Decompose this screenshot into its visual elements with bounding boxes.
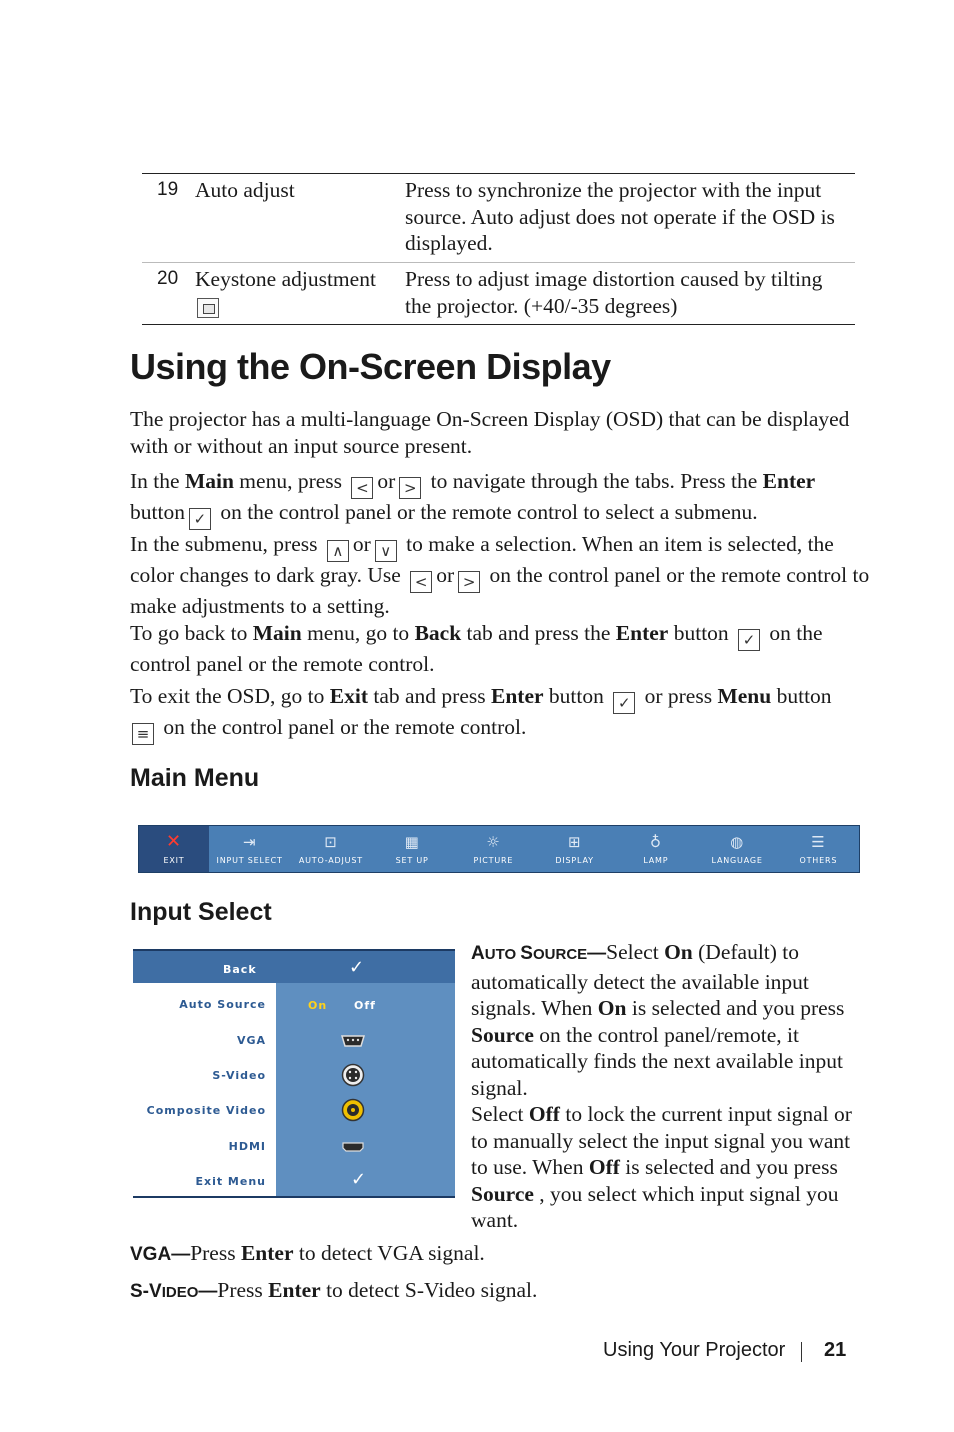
s-video-port-icon [340,1063,366,1087]
auto-adjust-icon: ⊡ [324,833,338,851]
picture-icon: ☼ [486,833,501,851]
down-arrow-icon: ∨ [375,540,397,562]
up-arrow-icon: ∧ [327,540,349,562]
osd-item-composite-video[interactable]: Composite Video [146,1104,266,1117]
osd-item-vga[interactable]: VGA [236,1034,266,1047]
footer-section-title: Using Your Projector [603,1339,786,1361]
table-row-description: Press to adjust image distortion caused by tilting the projector. (+40/-35 degrees) [405,267,823,318]
vga-port-icon [340,1029,366,1053]
display-icon: ⊞ [567,833,582,851]
osd-item-auto-source[interactable]: Auto Source [179,998,266,1011]
tab-others[interactable]: ☰ OTHERS [799,833,838,865]
osd-off-option[interactable]: Off [354,999,376,1012]
osd-label-column [133,983,276,1196]
vga-description: VGA—Press Enter to detect VGA signal. [130,1241,485,1265]
main-menu-navigation-paragraph: In the Main menu, press < or > to navigate through the tabs. Press the Enter button ✓ on the control panel or the remote control to select a submenu. [130,469,816,528]
table-row-rule [142,262,855,263]
tab-picture[interactable]: ☼ PICTURE [473,833,514,865]
submenu-paragraph: In the submenu, press ∧ or ∨ to make a selection. When an item is selected, the color changes to dark gray. Use < or > on the control panel or the remote control to make adjustments to a setting. [130,532,870,618]
setup-icon: ▦ [404,833,420,851]
tab-lamp[interactable]: ♁ LAMP [643,833,669,865]
globe-icon: ◍ [730,833,745,851]
close-icon: ✕ [166,831,182,852]
composite-port-icon [340,1098,366,1122]
tab-setup[interactable]: ▦ SET UP [395,833,429,865]
right-arrow-icon: > [399,477,421,499]
table-row-number: 20 [157,268,179,289]
lamp-icon: ♁ [649,833,662,851]
tab-exit[interactable]: ✕ EXIT [139,826,209,872]
input-select-osd [133,949,455,1198]
exit-paragraph: To exit the OSD, go to Exit tab and press Enter button ✓ or press Menu button ≡ on the control panel or the remote control. [130,684,832,743]
tab-display[interactable]: ⊞ DISPLAY [555,833,594,865]
input-select-heading: Input Select [130,898,272,926]
main-menu-bar [138,825,860,873]
menu-icon: ≡ [132,723,154,745]
osd-item-hdmi[interactable]: HDMI [228,1140,266,1153]
table-row-name: Auto adjust [195,178,295,202]
intro-paragraph: The projector has a multi-language On-Screen Display (OSD) that can be displayed with or without an input source present. [130,407,850,458]
tab-input-select[interactable]: ⇥ INPUT SELECT [216,833,283,865]
main-menu-heading: Main Menu [130,764,260,792]
table-row-name: Keystone adjustment [195,267,376,291]
keystone-icon [197,298,219,318]
osd-header [133,951,455,983]
check-icon: ✓ [351,1169,367,1190]
check-icon: ✓ [349,957,365,978]
osd-item-exit-menu[interactable]: Exit Menu [195,1175,266,1188]
input-icon: ⇥ [242,833,257,851]
page-title: Using the On-Screen Display [130,346,611,387]
left-arrow-icon: < [410,571,432,593]
table-row-description: Press to synchronize the projector with the input source. Auto adjust does not operate if the OSD is displayed. [405,178,835,255]
table-top-rule [142,173,855,174]
enter-check-icon: ✓ [189,508,211,530]
back-paragraph: To go back to Main menu, go to Back tab and press the Enter button ✓ on the control panel or the remote control. [130,621,823,676]
s-video-description: S-VIDEO—Press Enter to detect S-Video signal. [130,1278,538,1302]
others-icon: ☰ [811,833,826,851]
right-arrow-icon: > [458,571,480,593]
tab-language[interactable]: ◍ LANGUAGE [711,833,763,865]
hdmi-port-icon [340,1135,366,1159]
table-row-number: 19 [157,179,179,200]
osd-on-option[interactable]: On [308,999,328,1012]
footer-divider [801,1342,802,1362]
enter-check-icon: ✓ [738,629,760,651]
left-arrow-icon: < [351,477,373,499]
auto-source-description: AUTO SOURCE—Select On (Default) to automatically detect the available input signals. When On is selected and you press Source on the control panel/remote, it automatically finds the next available input signal. Select Off to lock the current input signal or to manually select the input signal you want to use. When Off is selected and you press Source , you select which input signal you want. [471,940,852,1232]
page-number: 21 [824,1339,847,1361]
osd-item-s-video[interactable]: S-Video [212,1069,266,1082]
osd-back-item[interactable]: Back [223,963,257,976]
enter-check-icon: ✓ [613,692,635,714]
tab-auto-adjust[interactable]: ⊡ AUTO-ADJUST [298,833,363,865]
table-bottom-rule [142,324,855,325]
